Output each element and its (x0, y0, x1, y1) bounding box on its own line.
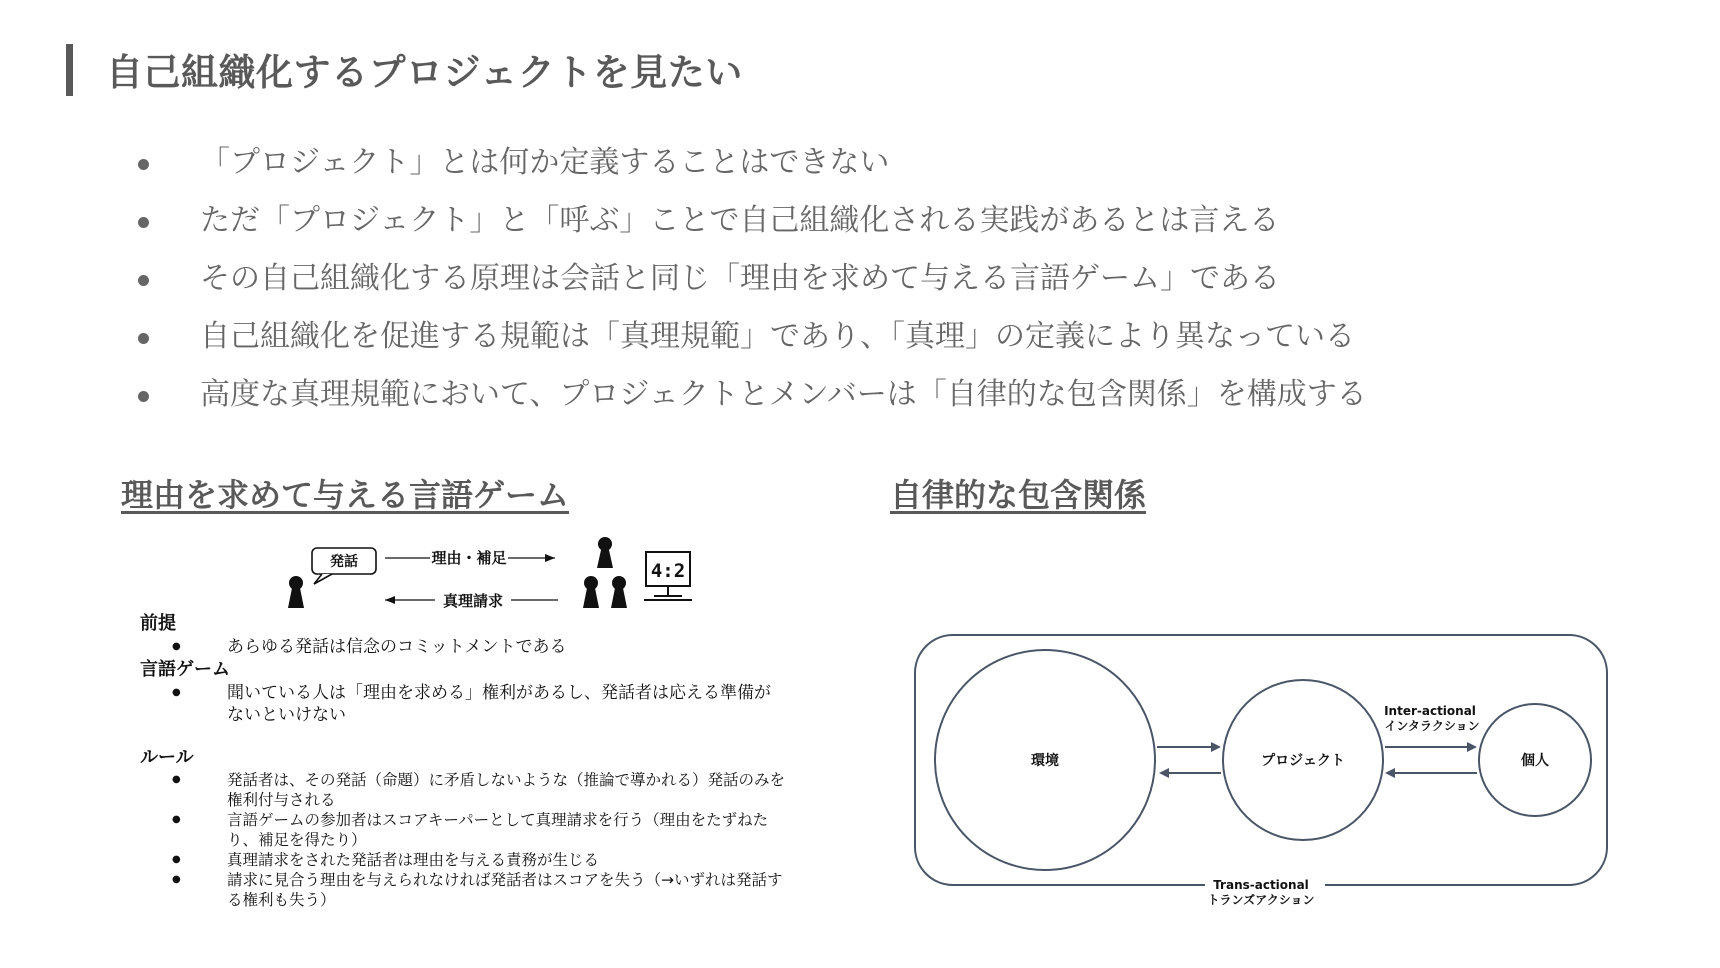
slide-title: 自己組織化するプロジェクトを見たい (106, 51, 743, 94)
speaker-person-icon (288, 576, 304, 608)
game-label: 言語ゲーム (140, 659, 230, 680)
list-item: ● あらゆる発話は信念のコミットメントである (140, 636, 840, 658)
trans-actional-ja-label: トランズアクション (1207, 893, 1315, 907)
reason-arrowhead-icon (545, 554, 555, 562)
bullet-dot-icon (138, 217, 149, 228)
listeners-icon (583, 537, 627, 608)
game-list (140, 682, 840, 726)
bullet-item: 高度な真理規範において、プロジェクトとメンバーは「自律的な包含関係」を構成する (130, 370, 1367, 428)
bullet-item: その自己組織化する原理は会話と同じ「理由を求めて与える言語ゲーム」である (130, 254, 1367, 312)
project-individual-arrows (1385, 742, 1477, 778)
rules-label: ルール (140, 747, 194, 768)
premise-list (140, 636, 840, 658)
bullet-dot-icon (138, 391, 149, 402)
bullet-dot-icon (138, 275, 149, 286)
main-bullet-list (130, 138, 1367, 428)
bullet-item: 「プロジェクト」とは何か定義することはできない (130, 138, 1367, 196)
truth-arrowhead-icon (385, 596, 395, 604)
language-game-diagram (300, 528, 700, 610)
inter-actional-ja-label: インタラクション (1384, 719, 1480, 733)
rules-list (140, 770, 840, 910)
inter-actional-en-label: Inter-actional (1384, 704, 1476, 718)
env-project-arrows (1157, 742, 1221, 778)
individual-label: 個人 (1521, 753, 1549, 769)
autonomy-diagram (905, 630, 1615, 910)
list-item: ● 発話者は、その発話（命題）に矛盾しないような（推論で導かれる）発話のみを権利付与される (140, 770, 787, 810)
bullet-item: 自己組織化を促進する規範は「真理規範」であり、「真理」の定義により異なっている (130, 312, 1367, 370)
bullet-dot-icon (138, 333, 149, 344)
language-game-heading: 理由を求めて与える言語ゲーム (121, 476, 570, 514)
list-item: ● 請求に見合う理由を与えられなければ発話者はスコアを失う（→いずれは発話する権利も失う） (140, 870, 787, 910)
spacer (140, 726, 840, 746)
list-item: ● 真理請求をされた発話者は理由を与える責務が生じる (140, 850, 787, 870)
autonomy-heading: 自律的な包含関係 (890, 476, 1147, 514)
trans-actional-en-label: Trans-actional (1213, 878, 1309, 892)
list-item: ● 言語ゲームの参加者はスコアキーパーとして真理請求を行う（理由をたずねたり、補足を得たり） (140, 810, 787, 850)
premise-label: 前提 (140, 613, 176, 634)
bullet-item: ただ「プロジェクト」と「呼ぶ」ことで自己組織化される実践があるとは言える (130, 196, 1367, 254)
title-accent-bar (66, 44, 73, 96)
utterance-label: 発話 (330, 554, 358, 570)
bullet-dot-icon (138, 159, 149, 170)
list-item: ● 聞いている人は「理由を求める」権利があるし、発話者は応える準備がないといけない (140, 682, 787, 726)
language-game-description (140, 612, 840, 910)
score-label: 4:2 (650, 560, 686, 582)
truth-request-label: 真理請求 (442, 592, 504, 610)
environment-label: 環境 (1031, 753, 1059, 769)
project-label: プロジェクト (1261, 753, 1345, 769)
reason-supplement-label: 理由・補足 (431, 549, 507, 567)
